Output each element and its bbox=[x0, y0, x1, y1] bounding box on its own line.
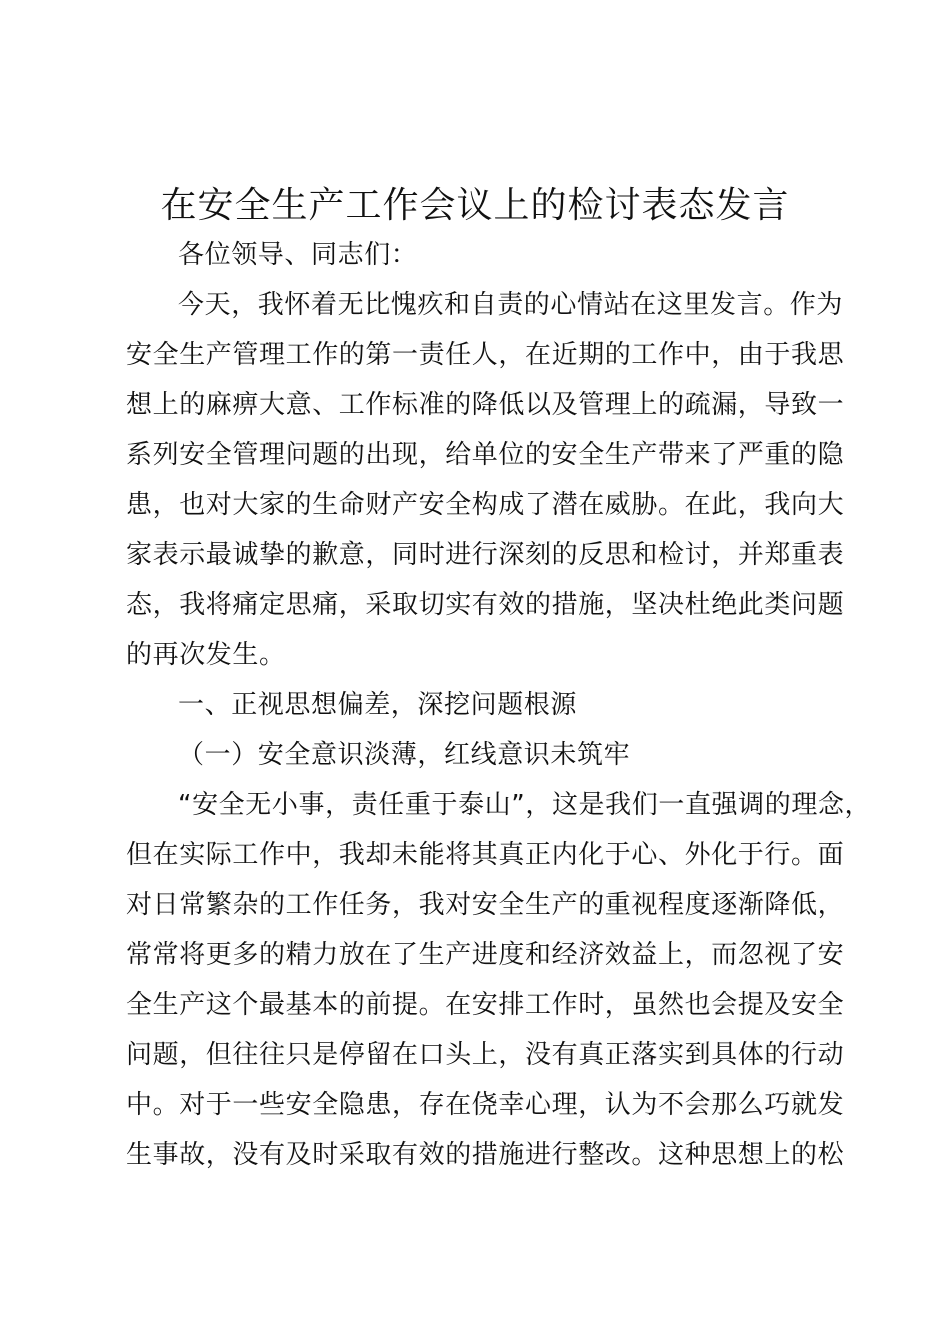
section-heading-1: 一、正视思想偏差，深挖问题根源 bbox=[178, 690, 578, 720]
subsection-heading-1: （一）安全意识淡薄，红线意识未筑牢 bbox=[178, 740, 631, 770]
para1-line-5: 患，也对大家的生命财产安全构成了潜在威胁。在此，我向大 bbox=[126, 490, 845, 520]
para1-line-8: 的再次发生。 bbox=[126, 640, 286, 670]
para2-line-7: 中。对于一些安全隐患，存在侥幸心理，认为不会那么巧就发 bbox=[126, 1090, 845, 1120]
para1-line-6: 家表示最诚挚的歉意，同时进行深刻的反思和检讨，并郑重表 bbox=[126, 540, 845, 570]
para2-line-5: 全生产这个最基本的前提。在安排工作时，虽然也会提及安全 bbox=[126, 990, 845, 1020]
para1-line-3: 想上的麻痹大意、工作标准的降低以及管理上的疏漏，导致一 bbox=[126, 390, 845, 420]
para2-line-2: 但在实际工作中，我却未能将其真正内化于心、外化于行。面 bbox=[126, 840, 845, 870]
para2-line-8: 生事故，没有及时采取有效的措施进行整改。这种思想上的松 bbox=[126, 1140, 845, 1170]
document-title: 在安全生产工作会议上的检讨表态发言 bbox=[160, 185, 790, 226]
para2-line-3: 对日常繁杂的工作任务，我对安全生产的重视程度逐渐降低， bbox=[126, 890, 845, 920]
para2-line-1: “安全无小事，责任重于泰山”，这是我们一直强调的理念， bbox=[178, 790, 872, 820]
para2-line-4: 常常将更多的精力放在了生产进度和经济效益上，而忽视了安 bbox=[126, 940, 845, 970]
para1-line-1: 今天，我怀着无比愧疚和自责的心情站在这里发言。作为 bbox=[178, 290, 844, 320]
para1-line-2: 安全生产管理工作的第一责任人，在近期的工作中，由于我思 bbox=[126, 340, 845, 370]
salutation: 各位领导、同志们： bbox=[178, 240, 418, 270]
para1-line-4: 系列安全管理问题的出现，给单位的安全生产带来了严重的隐 bbox=[126, 440, 845, 470]
para1-line-7: 态，我将痛定思痛，采取切实有效的措施，坚决杜绝此类问题 bbox=[126, 590, 845, 620]
para2-line-6: 问题，但往往只是停留在口头上，没有真正落实到具体的行动 bbox=[126, 1040, 845, 1070]
